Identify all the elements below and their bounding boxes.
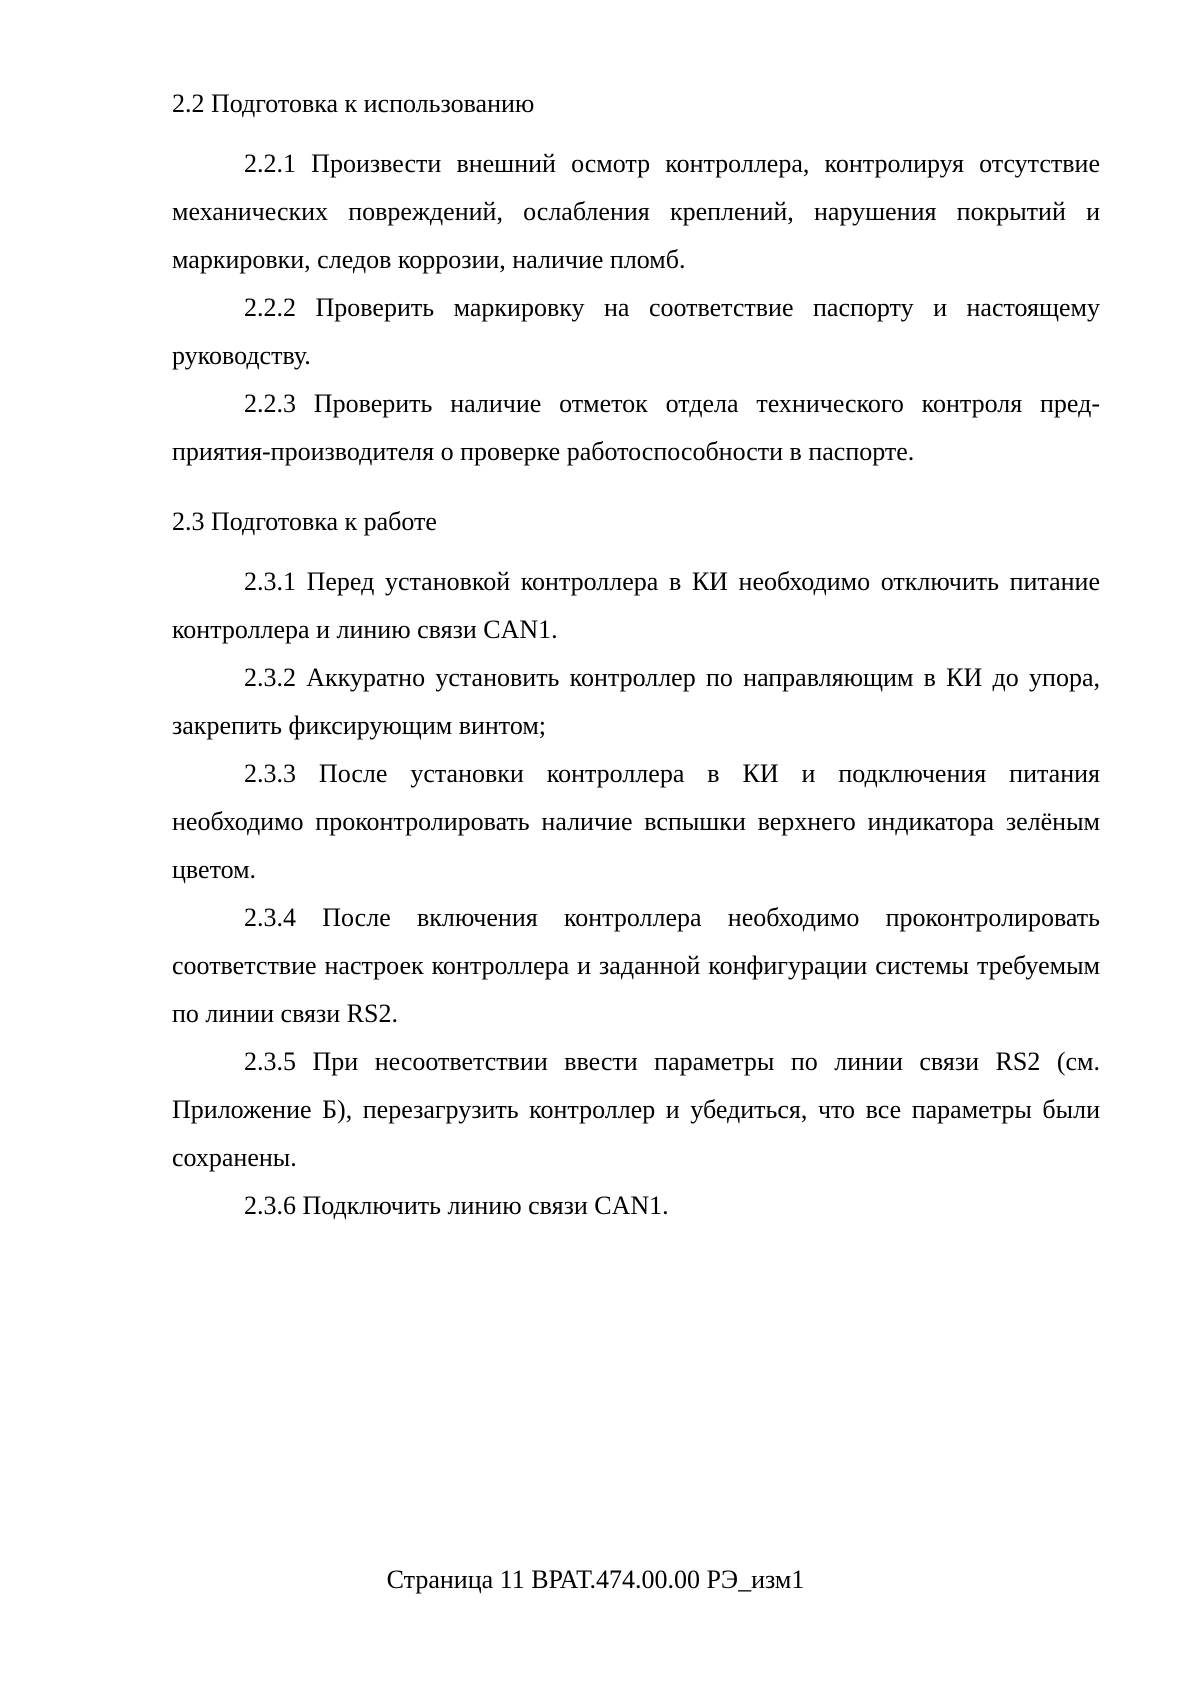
paragraph-2-3-1: 2.3.1 Перед установкой контроллера в КИ необходимо отключить питание контроллера и линию связи CAN1. bbox=[172, 567, 1100, 644]
section-2-2-title: 2.2 Подготовка к использованию bbox=[172, 89, 535, 118]
paragraph-2-2-1: 2.2.1 Произвести внешний осмотр контроллера, контролируя отсутствие механических повреждений, ослабления креплений, нарушения покрытий и маркировки, следов коррозии, наличие пломб. bbox=[172, 149, 1100, 274]
paragraph-2-2-3: 2.2.3 Проверить наличие отметок отдела технического контроля предприятия-производителя о проверке работоспособности в паспорте. bbox=[172, 389, 1100, 466]
paragraph-2-3-4: 2.3.4 После включения контроллера необходимо проконтролировать соответствие настроек контроллера и заданной конфигурации системы требуемым по линии связи RS2. bbox=[172, 903, 1100, 1028]
section-2-3-title: 2.3 Подготовка к работе bbox=[172, 507, 437, 536]
document-page bbox=[172, 80, 1100, 1230]
paragraph-2-3-6: 2.3.6 Подключить линию связи CAN1. bbox=[244, 1191, 669, 1220]
paragraph-2-3-3: 2.3.3 После установки контроллера в КИ и подключения питания необходимо проконтролировать наличие вспышки верхнего индикатора зелёным цветом. bbox=[172, 759, 1100, 884]
paragraph-2-2-2: 2.2.2 Проверить маркировку на соответствие паспорту и настоящему руководству. bbox=[172, 293, 1100, 370]
paragraph-2-3-5: 2.3.5 При несоответствии ввести параметры по линии связи RS2 (см. Приложение Б), перезагрузить контроллер и убедиться, что все параметры были сохранены. bbox=[172, 1047, 1100, 1172]
paragraph-2-3-2: 2.3.2 Аккуратно установить контроллер по направляющим в КИ до упора, закрепить фиксирующим винтом; bbox=[172, 663, 1100, 740]
page-footer: Страница 11 ВРАТ.474.00.00 РЭ_изм1 bbox=[386, 1565, 805, 1594]
